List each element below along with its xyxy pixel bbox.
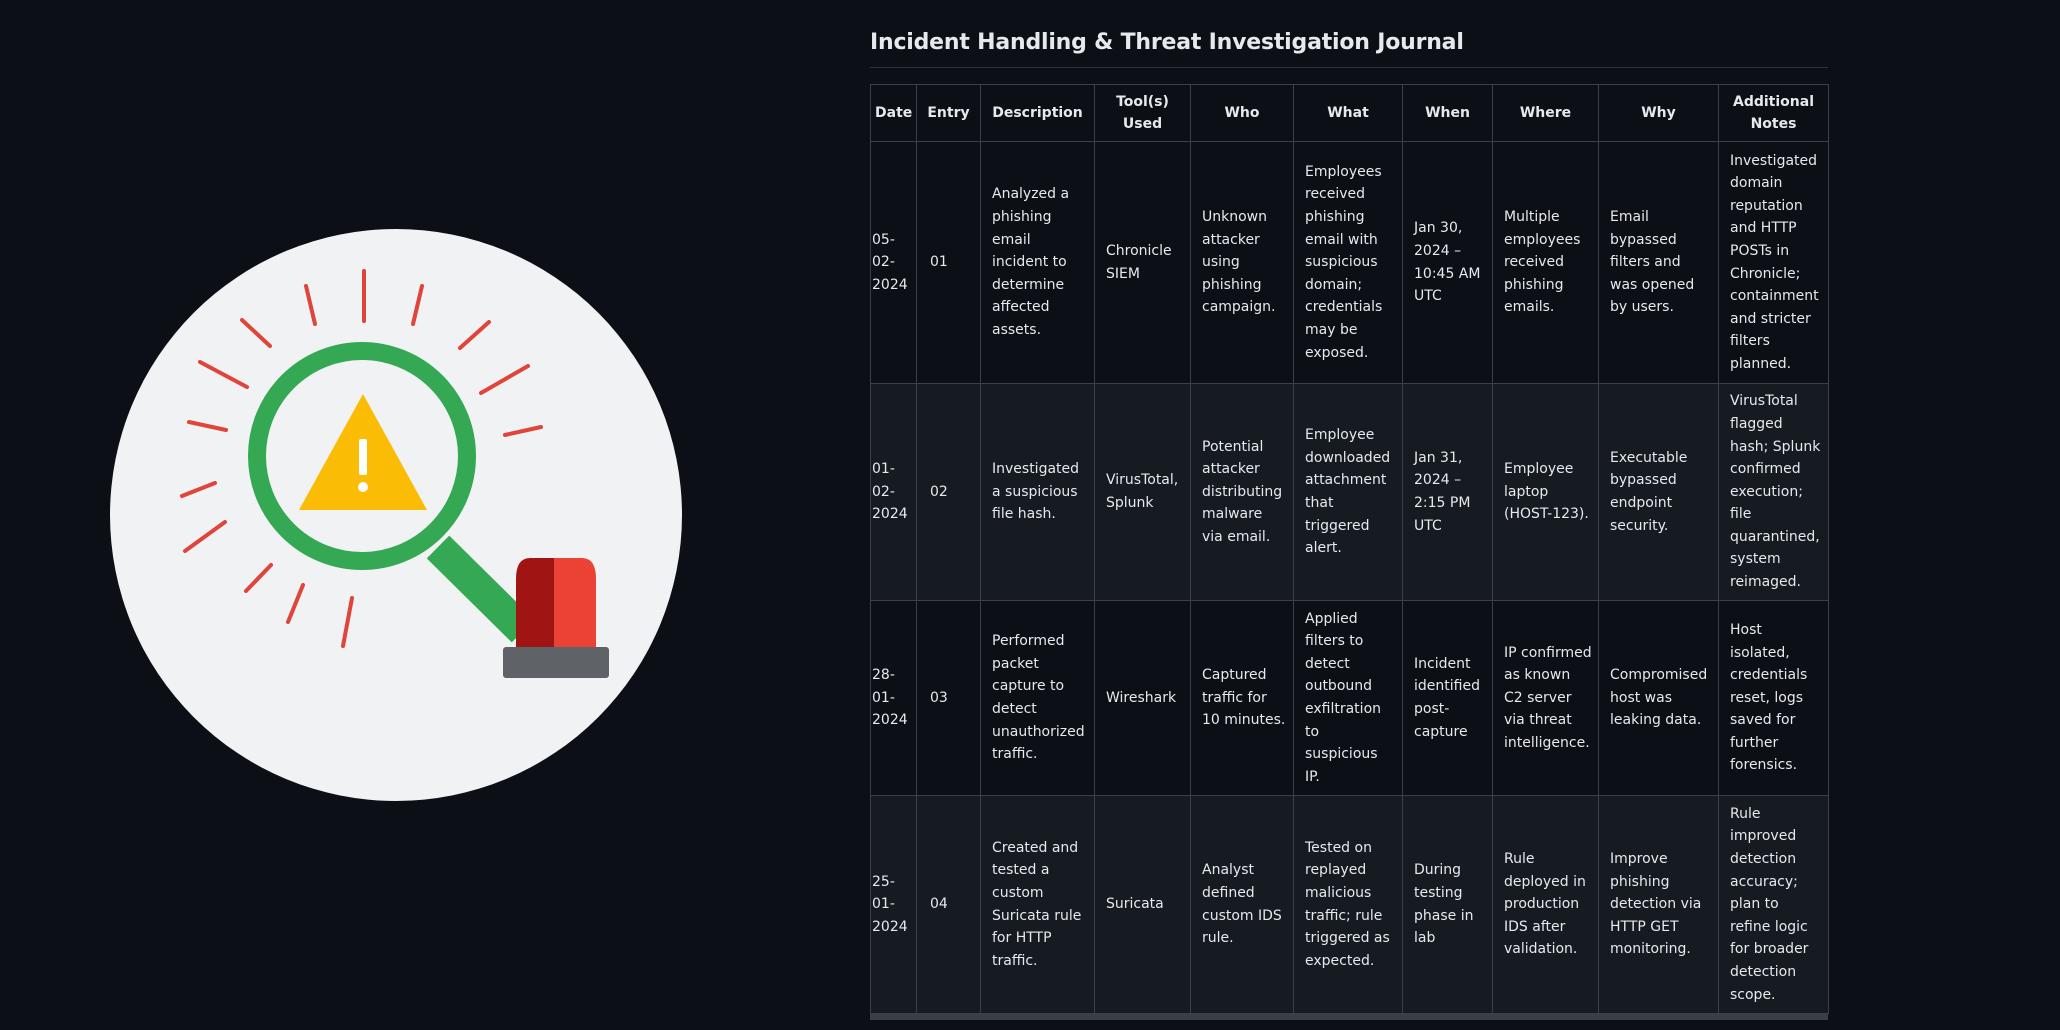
cell-tools: Suricata [1095, 796, 1191, 1014]
cell-where: Multiple employees received phishing emails. [1493, 142, 1599, 384]
table-row [871, 142, 1829, 384]
journal-table [870, 84, 1829, 1014]
cell-notes: VirusTotal flagged hash; Splunk confirmed execution; file quarantined, system reimaged. [1719, 384, 1829, 601]
investigation-journal [870, 26, 1828, 1020]
column-header-entry: Entry [917, 85, 981, 142]
column-header-who: Who [1191, 85, 1294, 142]
cell-who: Potential attacker distributing malware via email. [1191, 384, 1294, 601]
cell-when: During testing phase in lab [1403, 796, 1493, 1014]
incident-illustration [110, 229, 682, 801]
cell-who: Captured traffic for 10 minutes. [1191, 601, 1294, 796]
table-row [871, 796, 1829, 1014]
cell-who: Unknown attacker using phishing campaign. [1191, 142, 1294, 384]
illustration-graphic [110, 229, 682, 801]
cell-tools: Wireshark [1095, 601, 1191, 796]
cell-date: 05-02-2024 [871, 142, 917, 384]
cell-why: Executable bypassed endpoint security. [1599, 384, 1719, 601]
cell-date: 25-01-2024 [871, 796, 917, 1014]
column-header-description: Description [981, 85, 1095, 142]
alarm-siren-icon [503, 558, 609, 678]
cell-entry: 04 [917, 796, 981, 1014]
cell-tools: Chronicle SIEM [1095, 142, 1191, 384]
cell-why: Email bypassed filters and was opened by users. [1599, 142, 1719, 384]
cell-notes: Host isolated, credentials reset, logs saved for further forensics. [1719, 601, 1829, 796]
table-header-row [871, 85, 1829, 142]
cell-date: 28-01-2024 [871, 601, 917, 796]
cell-notes: Rule improved detection accuracy; plan to refine logic for broader detection scope. [1719, 796, 1829, 1014]
table-row [871, 384, 1829, 601]
cell-tools: VirusTotal, Splunk [1095, 384, 1191, 601]
cell-entry: 03 [917, 601, 981, 796]
cell-when: Incident identified post-capture [1403, 601, 1493, 796]
column-header-why: Why [1599, 85, 1719, 142]
cell-when: Jan 31, 2024 – 2:15 PM UTC [1403, 384, 1493, 601]
cell-what: Applied filters to detect outbound exfiltration to suspicious IP. [1294, 601, 1403, 796]
journal-table-container [870, 84, 1828, 1020]
column-header-notes: Additional Notes [1719, 85, 1829, 142]
table-row [871, 601, 1829, 796]
cell-entry: 01 [917, 142, 981, 384]
cell-description: Performed packet capture to detect unauthorized traffic. [981, 601, 1095, 796]
cell-who: Analyst defined custom IDS rule. [1191, 796, 1294, 1014]
column-header-date: Date [871, 85, 917, 142]
column-header-when: When [1403, 85, 1493, 142]
cell-why: Compromised host was leaking data. [1599, 601, 1719, 796]
cell-where: IP confirmed as known C2 server via threat intelligence. [1493, 601, 1599, 796]
cell-what: Employee downloaded attachment that triggered alert. [1294, 384, 1403, 601]
column-header-where: Where [1493, 85, 1599, 142]
cell-description: Investigated a suspicious file hash. [981, 384, 1095, 601]
column-header-tools: Tool(s) Used [1095, 85, 1191, 142]
cell-entry: 02 [917, 384, 981, 601]
cell-where: Employee laptop (HOST-123). [1493, 384, 1599, 601]
cell-what: Tested on replayed malicious traffic; rule triggered as expected. [1294, 796, 1403, 1014]
cell-what: Employees received phishing email with suspicious domain; credentials may be exposed. [1294, 142, 1403, 384]
cell-description: Created and tested a custom Suricata rule for HTTP traffic. [981, 796, 1095, 1014]
cell-why: Improve phishing detection via HTTP GET monitoring. [1599, 796, 1719, 1014]
column-header-what: What [1294, 85, 1403, 142]
cell-when: Jan 30, 2024 – 10:45 AM UTC [1403, 142, 1493, 384]
cell-description: Analyzed a phishing email incident to determine affected assets. [981, 142, 1095, 384]
cell-notes: Investigated domain reputation and HTTP POSTs in Chronicle; containment and stricter filters planned. [1719, 142, 1829, 384]
cell-date: 01-02-2024 [871, 384, 917, 601]
cell-where: Rule deployed in production IDS after validation. [1493, 796, 1599, 1014]
journal-title: Incident Handling & Threat Investigation Journal [870, 26, 1828, 68]
